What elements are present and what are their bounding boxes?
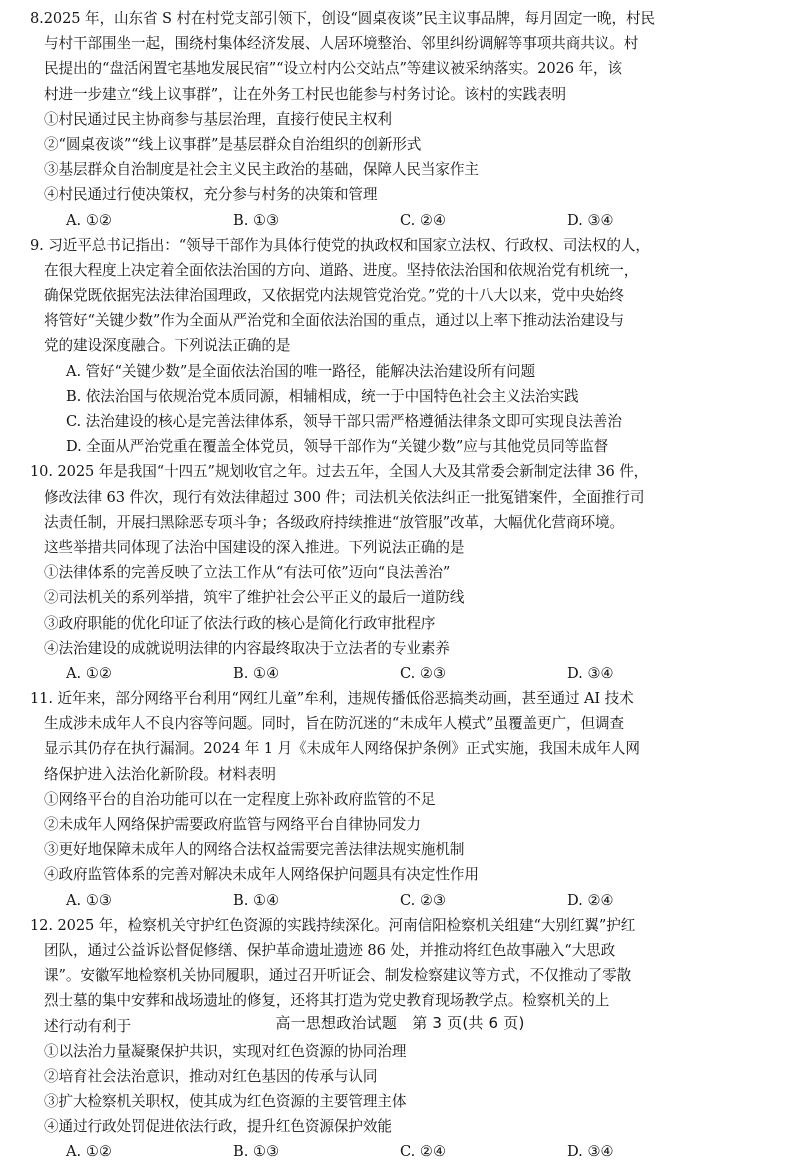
- choice-d[interactable]: D. ③④: [567, 211, 614, 229]
- option-line: ②未成年人网络保护需要政府监管与网络平台自律协同发力: [44, 816, 421, 833]
- question-text-line: 络保护进入法治化新阶段。材料表明: [44, 765, 276, 783]
- choice-a[interactable]: A. ①③: [66, 891, 112, 909]
- option-d[interactable]: D. 全面从严治党重在覆盖全体党员，领导干部作为“关键少数”应与其他党员同等监督: [66, 438, 609, 456]
- question-text-line: 烈士墓的集中安葬和战场遗址的修复，还将其打造为党史教育现场教学点。检察机关的上: [44, 992, 610, 1010]
- question-text-line: 团队，通过公益诉讼督促修缮、保护革命遗址遗迹 86 处，并推动将红色故事融入“大思政: [44, 941, 616, 959]
- option-line: ②“圆桌夜谈”“线上议事群”是基层群众自治组织的创新形式: [44, 135, 422, 153]
- choice-c[interactable]: C. ②④: [400, 211, 447, 229]
- question-9: [30, 233, 776, 460]
- question-text-line: 法责任制，开展扫黑除恶专项斗争；各级政府持续推进“放管服”改革，大幅优化营商环境。: [44, 513, 624, 531]
- option-c[interactable]: C. 法治建设的核心是完善法律体系，领导干部只需严格遵循法律条文即可实现良法善治: [66, 413, 622, 430]
- option-line: ③基层群众自治制度是社会主义民主政治的基础，保障人民当家作主: [44, 161, 479, 179]
- option-b[interactable]: B. 依法治国与依规治党本质同源，相辅相成，统一于中国特色社会主义法治实践: [66, 387, 579, 405]
- question-text-line: 与村干部围坐一起，围绕村集体经济发展、人居环境整治、邻里纠纷调解等事项共商共议。村: [44, 35, 639, 53]
- option-line: ②司法机关的系列举措，筑牢了维护社会公平正义的最后一道防线: [44, 589, 465, 607]
- choice-c[interactable]: C. ②④: [400, 1143, 447, 1161]
- option-line: ①以法治力量凝聚保护共识，实现对红色资源的协同治理: [44, 1042, 407, 1060]
- question-text-line: 11. 近年来，部分网络平台利用“网红儿童”牟利，违规传播低俗恶搞类动画，甚至通过 AI 技术: [30, 690, 634, 708]
- question-text-line: 这些举措共同体现了法治中国建设的深入推进。下列说法正确的是: [44, 538, 465, 556]
- choice-b[interactable]: B. ①④: [233, 664, 280, 682]
- question-text-line: 修改法律 63 件次，现行有效法律超过 300 件；司法机关依法纠正一批冤错案件，全面推行司: [44, 488, 645, 506]
- page-footer: 高一思想政治试题 第 3 页(共 6 页): [275, 1014, 525, 1032]
- question-12: [30, 913, 776, 1165]
- choice-b[interactable]: B. ①③: [233, 211, 280, 229]
- question-text-line: 生成涉未成年人不良内容等问题。同时，旨在防沉迷的“未成年人模式”虽覆盖更广，但调查: [44, 715, 624, 733]
- choice-a[interactable]: A. ①②: [66, 1143, 112, 1161]
- option-line: ③扩大检察机关职权，使其成为红色资源的主要管理主体: [44, 1093, 407, 1111]
- question-11: [30, 686, 776, 913]
- answer-choices: [30, 661, 776, 686]
- question-10: [30, 459, 776, 686]
- option-line: ③政府职能的优化印证了依法行政的核心是简化行政审批程序: [44, 614, 436, 632]
- choice-d[interactable]: D. ②④: [567, 891, 614, 909]
- choice-d[interactable]: D. ③④: [567, 664, 614, 682]
- question-text-line: 党的建设深度融合。下列说法正确的是: [44, 337, 291, 355]
- choice-b[interactable]: B. ①④: [233, 891, 280, 909]
- choice-a[interactable]: A. ①②: [66, 664, 112, 682]
- choice-a[interactable]: A. ①②: [66, 211, 112, 229]
- choice-c[interactable]: C. ②③: [400, 891, 447, 909]
- choice-c[interactable]: C. ②③: [400, 664, 447, 682]
- option-line: ①网络平台的自治功能可以在一定程度上弥补政府监管的不足: [44, 790, 436, 808]
- question-text-line: 民提出的“盘活闲置宅基地发展民宿”“设立村内公交站点”等建议被采纳落实。2026 年，该: [44, 60, 623, 78]
- question-text-line: 将管好“关键少数”作为全面从严治党和全面依法治国的重点，通过以上率下推动法治建设与: [44, 312, 624, 330]
- option-line: ④村民通过行使决策权，充分参与村务的决策和管理: [44, 186, 378, 204]
- question-text-line: 显示其仍存在执行漏洞。2024 年 1 月《未成年人网络保护条例》正式实施，我国未成年人网: [44, 740, 640, 758]
- answer-choices: [30, 888, 776, 913]
- answer-choices: [30, 208, 776, 233]
- option-line: ①村民通过民主协商参与基层治理，直接行使民主权利: [44, 110, 392, 128]
- question-text-line: 述行动有利于: [44, 1017, 131, 1035]
- question-text-line: 12. 2025 年，检察机关守护红色资源的实践持续深化。河南信阳检察机关组建“大别红翼”护红: [30, 916, 636, 934]
- question-text-line: 课”。安徽军地检察机关协同履职，通过召开听证会、制发检察建议等方式，不仅推动了零散: [44, 967, 632, 985]
- question-8: [30, 6, 776, 233]
- question-text-line: 在很大程度上决定着全面依法治国的方向、道路、进度。坚持依法治国和依规治党有机统一，: [44, 261, 639, 279]
- question-text-line: 确保党既依据宪法法律治国理政，又依据党内法规管党治党。”党的十八大以来，党中央始终: [44, 287, 624, 305]
- question-text-line: 9. 习近平总书记指出：“领导干部作为具体行使党的执政权和国家立法权、行政权、司法权的人，: [30, 236, 650, 254]
- question-text-line: 8.2025 年，山东省 S 村在村党支部引领下，创设“圆桌夜谈”民主议事品牌，每月固定一晚，村民: [30, 10, 655, 27]
- choice-b[interactable]: B. ①③: [233, 1143, 280, 1161]
- option-line: ③更好地保障未成年人的网络合法权益需要完善法律法规实施机制: [44, 841, 465, 859]
- option-line: ④通过行政处罚促进依法行政，提升红色资源保护效能: [44, 1118, 392, 1136]
- option-line: ④法治建设的成就说明法律的内容最终取决于立法者的专业素养: [44, 639, 450, 657]
- option-line: ①法律体系的完善反映了立法工作从“有法可依”迈向“良法善治”: [44, 564, 451, 582]
- question-text-line: 10. 2025 年是我国“十四五”规划收官之年。过去五年，全国人大及其常委会新制定法律 36 件，: [30, 463, 649, 481]
- question-text-line: 村进一步建立“线上议事群”，让在外务工村民也能参与村务讨论。该村的实践表明: [44, 85, 567, 103]
- option-line: ②培育社会法治意识，推动对红色基因的传承与认同: [44, 1067, 378, 1085]
- choice-d[interactable]: D. ③④: [567, 1143, 614, 1161]
- option-a[interactable]: A. 管好“关键少数”是全面依法治国的唯一路径，能解决法治建设所有问题: [66, 362, 536, 380]
- option-line: ④政府监管体系的完善对解决未成年人网络保护问题具有决定性作用: [44, 866, 479, 884]
- answer-choices: [30, 1139, 776, 1164]
